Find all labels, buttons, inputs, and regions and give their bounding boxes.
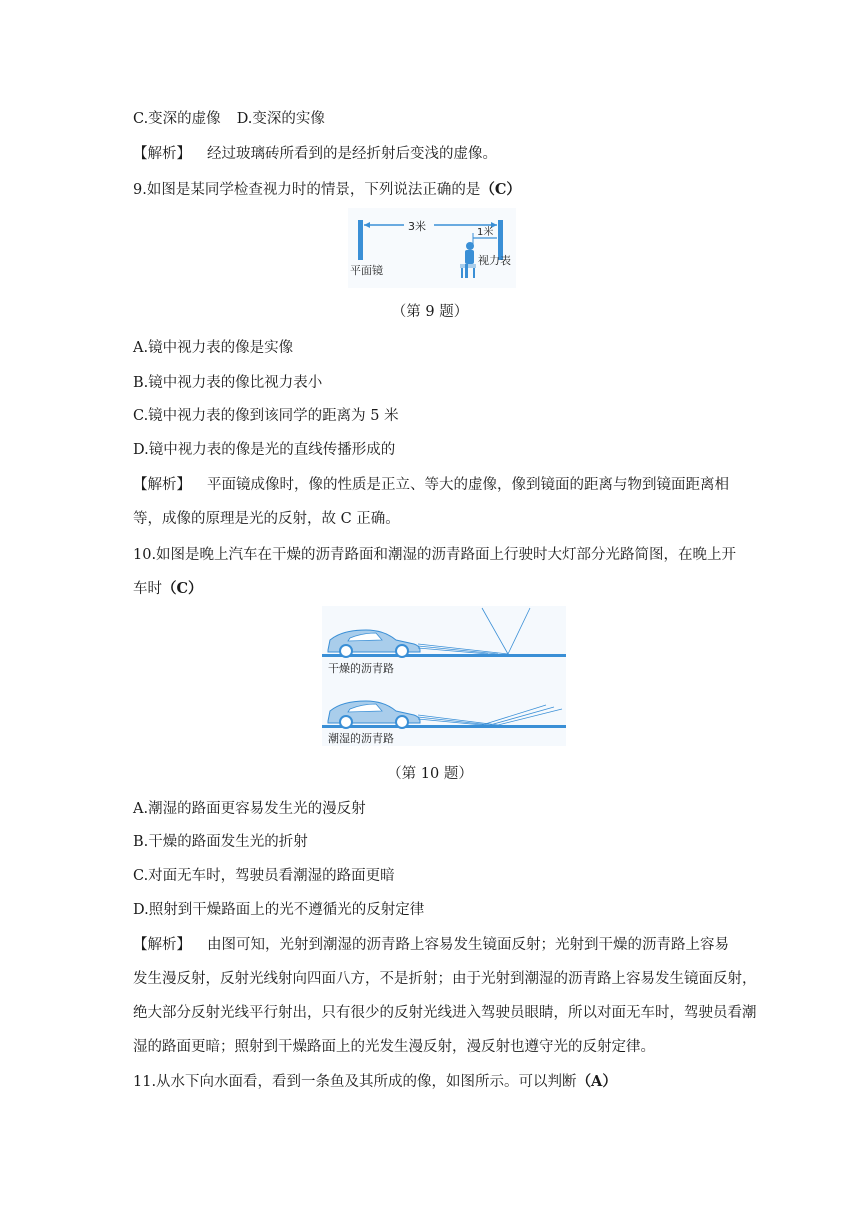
analysis-tag: 【解析】 [133, 146, 191, 162]
q10-analysis-2: 发生漫反射，反射光线射向四面八方，不是折射；由于光射到潮湿的沥青路上容易发生镜面反射， [133, 971, 757, 987]
q10-option-c: C.对面无车时，驾驶员看潮湿的路面更暗 [133, 868, 395, 884]
road-line [322, 654, 566, 657]
q8-option-d: D.变深的实像 [236, 111, 325, 127]
q10-analysis-4: 湿的路面更暗；照射到干燥路面上的光发生漫反射，漫反射也遵守光的反射定律。 [133, 1039, 655, 1055]
analysis-text: 经过玻璃砖所看到的是经折射后变浅的虚像。 [207, 146, 497, 162]
q10-analysis-3: 绝大部分反射光线平行射出，只有很少的反射光线进入驾驶员眼睛，所以对面无车时，驾驶员看潮 [133, 1005, 757, 1021]
distance-label-3m: 3米 [408, 220, 426, 233]
q10-stem-1: 10.如图是晚上汽车在干燥的沥青路面和潮湿的沥青路面上行驶时大灯部分光路简图，在晚上开 [133, 547, 737, 563]
question-text: 11.从水下向水面看，看到一条鱼及其所成的像，如图所示。可以判断 [133, 1074, 577, 1090]
answer: （C） [162, 580, 203, 597]
q9-option-a: A.镜中视力表的像是实像 [133, 340, 294, 356]
mirror-label: 平面镜 [350, 264, 383, 277]
distance-label-1m: 1米 [477, 227, 494, 238]
eye-chart-label: 视力表 [478, 254, 511, 267]
figure-9-caption: （第 9 题） [391, 304, 469, 320]
answer: （C） [480, 181, 521, 198]
wet-road-label: 潮湿的沥青路 [328, 732, 394, 745]
dry-road-label: 干燥的沥青路 [328, 662, 394, 675]
q9-option-d: D.镜中视力表的像是光的直线传播形成的 [133, 442, 396, 458]
q10-option-d: D.照射到干燥路面上的光不遵循光的反射定律 [133, 902, 425, 918]
analysis-text: 由图可知，光射到潮湿的沥青路上容易发生镜面反射；光射到干燥的沥青路上容易 [207, 937, 729, 953]
question-text: 车时 [133, 581, 162, 597]
mirror-bar [358, 220, 363, 260]
q9-analysis-2: 等，成像的原理是光的反射，故 C 正确。 [133, 511, 400, 527]
q9-option-b: B.镜中视力表的像比视力表小 [133, 375, 323, 391]
figure-9-diagram [348, 208, 516, 288]
analysis-text: 平面镜成像时，像的性质是正立、等大的虚像，像到镜面的距离与物到镜面距离相 [207, 477, 729, 493]
analysis-tag: 【解析】 [133, 937, 191, 953]
figure-10-diagram [322, 606, 566, 746]
road-line [322, 725, 566, 728]
q8-option-c: C.变深的虚像 [133, 111, 221, 127]
q9-analysis-1 [133, 475, 729, 495]
q11-stem [133, 1072, 617, 1092]
q10-stem-2 [133, 579, 203, 599]
question-text: 9.如图是某同学检查视力时的情景，下列说法正确的是 [133, 182, 481, 198]
q8-options [133, 109, 325, 129]
q8-analysis [133, 144, 497, 164]
q10-option-a: A.潮湿的路面更容易发生光的漫反射 [133, 801, 366, 817]
q9-option-c: C.镜中视力表的像到该同学的距离为 5 米 [133, 408, 399, 424]
q10-option-b: B.干燥的路面发生光的折射 [133, 834, 308, 850]
q10-analysis-1 [133, 935, 729, 955]
analysis-tag: 【解析】 [133, 477, 191, 493]
figure-10-caption: （第 10 题） [387, 766, 473, 782]
q9-stem [133, 180, 521, 200]
answer: （A） [576, 1073, 617, 1090]
